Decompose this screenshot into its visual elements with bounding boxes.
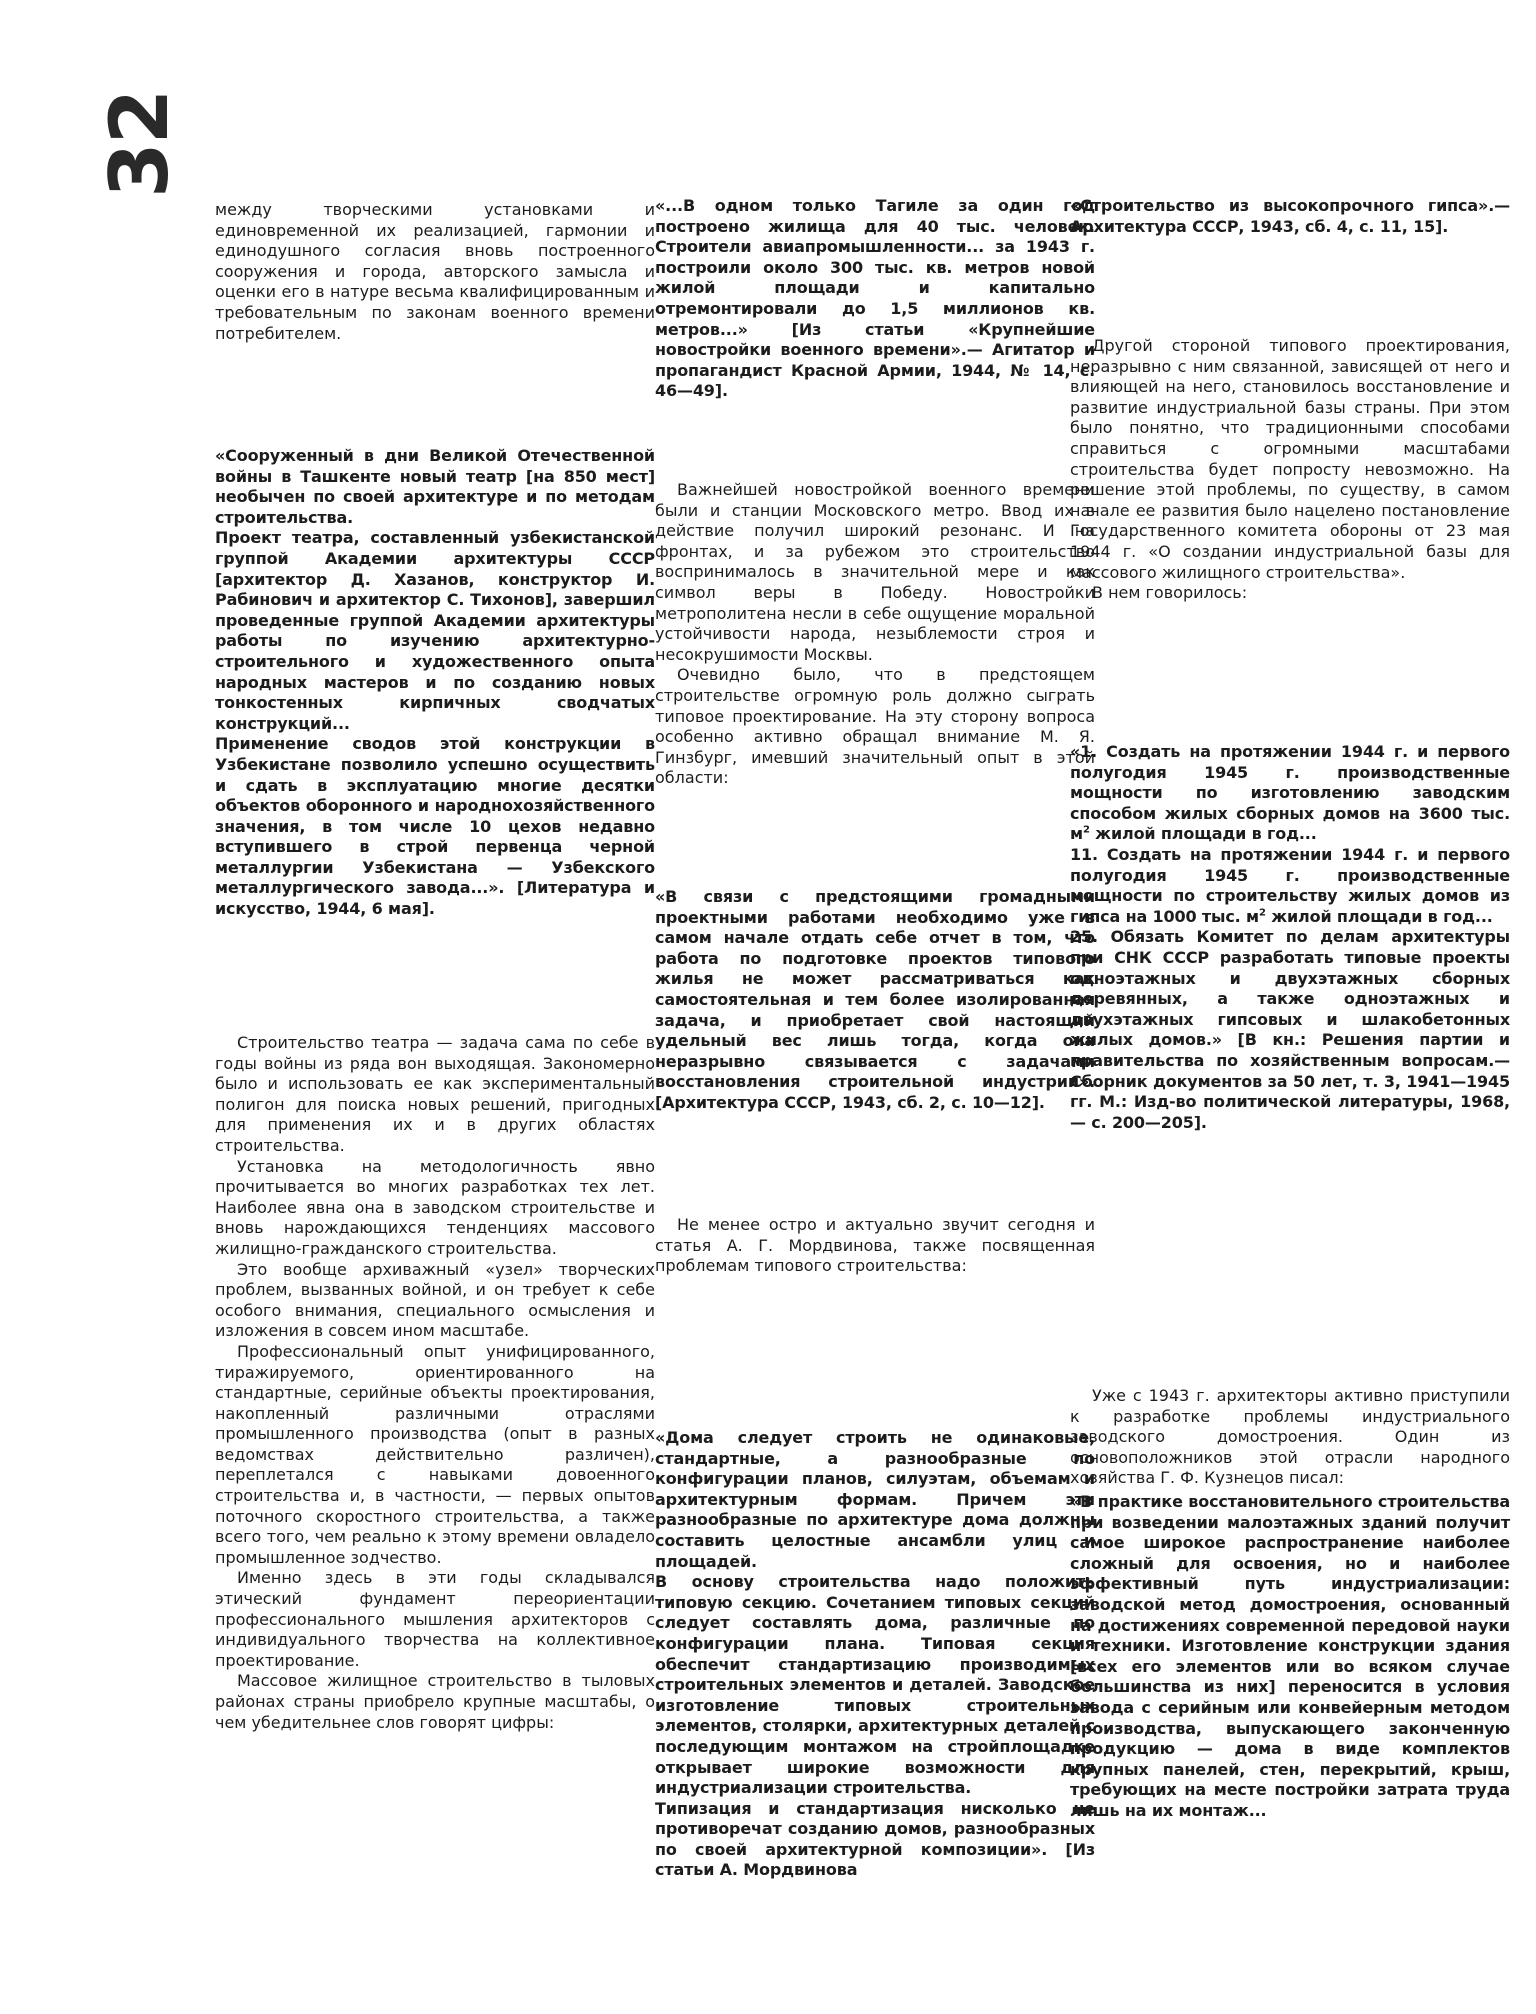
- superscript: 2: [1258, 907, 1266, 919]
- quote-block: [655, 1428, 1095, 1881]
- paragraph: Очевидно было, что в предстоящем строительстве огромную роль должно сыграть типовое проектирование. На эту сторону вопроса особенно активно обращал внимание М. Я. Гинзбург, имевший значительный опыт в этой области:: [655, 665, 1095, 788]
- quote-paragraph: «Сооруженный в дни Великой Отечественной войны в Ташкенте новый театр [на 850 мест] необычен по своей архитектуре и по методам строительства.: [215, 446, 655, 527]
- quote-paragraph: Применение сводов этой конструкции в Узбекистане позволило успешно осуществить и сдать в эксплуатацию многие десятки объектов оборонного и народнохозяйственного значения, в том числе 10 цехов недавно вступившего в строй первенца черной металлургии Узбекистана — Узбекского металлургического завода...». [Литература и искусство, 1944, 6 мая].: [215, 734, 655, 919]
- quote-block: [655, 887, 1095, 1114]
- paragraph: Это вообще архиважный «узел» творческих проблем, вызванных войной, и он требует к себе особого внимания, специального осмысления и изложения в совсем ином масштабе.: [215, 1259, 655, 1341]
- text-block: [1070, 336, 1510, 604]
- quote-paragraph: «Дома следует строить не одинаковые, стандартные, а разнообразные по конфигурации планов, силуэтам, объемам и архитектурным формам. Причем эти разнообразные по архитектуре дома должны составить целостные ансамбли улиц и площадей.: [655, 1428, 1095, 1571]
- quote-block: [215, 446, 655, 920]
- paragraph: Важнейшей новостройкой военного времени были и станции Московского метро. Ввод их в действие получил широкий резонанс. И на фронтах, и за рубежом это строительство воспринималось в значительной мере и как символ веры в Победу. Новостройки метрополитена несли в себе ощущение моральной устойчивости народа, незыблемости строя и несокрушимости Москвы.: [655, 480, 1095, 664]
- quote-paragraph: 11. Создать на протяжении 1944 г. и первого полугодия 1945 г. производственные мощности по строительству жилых домов из гипса на 1000 тыс. $м^2$ жилой площади в год...: [1070, 844, 1510, 926]
- paragraph: Именно здесь в эти годы складывался этический фундамент переориентации профессионального мышления архитекторов с индивидуального творчества на коллективное проектирование.: [215, 1568, 655, 1670]
- quote-block: [655, 196, 1095, 402]
- paragraph: В нем говорилось:: [1092, 583, 1248, 603]
- quote-paragraph: Проект театра, составленный узбекистанской группой Академии архитектуры СССР [архитектор Д. Хазанов, конструктор И. Рабинович и архитектор С. Тихонов], завершил проведенные группой Академии архитектуры работы по изучению архитектурно-строительного и художественного опыта народных мастеров и по созданию новых тонкостенных кирпичных сводчатых конструкций...: [215, 528, 655, 733]
- superscript: 2: [1082, 825, 1090, 837]
- text-block: [655, 1215, 1095, 1277]
- paragraph: Уже с 1943 г. архитекторы активно приступили к разработке проблемы индустриального заводского домостроения. Один из основоположников этой отрасли народного хозяйства Г. Ф. Кузнецов писал:: [1070, 1386, 1510, 1488]
- quote-block: [1070, 1492, 1510, 1822]
- paragraph: между творческими установками и единовременной их реализацией, гармонии и единодушного согласия вновь построенного сооружения и города, авторского замысла и оценки его в натуре весьма квалифицированным и требовательным по законам военного времени потребителем.: [215, 200, 655, 343]
- quote-continuation: [1070, 196, 1510, 237]
- text-block: [1070, 1386, 1510, 1489]
- quote-paragraph: В основу строительства надо положить типовую секцию. Сочетанием типовых секций следует составлять дома, различные по конфигурации плана. Типовая секция обеспечит стандартизацию производимых строительных элементов и деталей. Заводское изготовление типовых строительных элементов, столярки, архитектурных деталей с последующим монтажом на стройплощадке открывает широкие возможности для индустриализации строительства.: [655, 1572, 1095, 1798]
- quote-paragraph: Типизация и стандартизация нисколько не противоречат созданию домов, разнообразных по своей архитектурной композиции». [Из статьи А. Мордвинова: [655, 1798, 1095, 1880]
- quote-paragraph: «В связи с предстоящими громадными проектными работами необходимо уже в самом начале отдать себе отчет в том, что работа по подготовке проектов типового жилья не может рассматриваться как самостоятельная и тем более изолированная задача, и приобретает свой настоящий удельный вес лишь тогда, когда она неразрывно связывается с задачами восстановления строительной индустрии». [Архитектура СССР, 1943, сб. 2, с. 10—12].: [655, 887, 1095, 1112]
- page-number: 32: [93, 90, 186, 198]
- text-block: [215, 1033, 655, 1733]
- quote-paragraph: «...В одном только Тагиле за один год построено жилища для 40 тыс. человек. Строители авиапромышленности... за 1943 г. построили около 300 тыс. кв. метров новой жилой площади и капитально отремонтировали до 1,5 миллионов кв. метров...» [Из статьи «Крупнейшие новостройки военного времени».— Агитатор и пропагандист Красной Армии, 1944, № 14, с. 46—49].: [655, 196, 1095, 401]
- quote-paragraph: «Строительство из высокопрочного гипса».— Архитектура СССР, 1943, сб. 4, с. 11, 15].: [1070, 196, 1510, 236]
- paragraph: Не менее остро и актуально звучит сегодня и статья А. Г. Мордвинова, также посвященная проблемам типового строительства:: [655, 1215, 1095, 1276]
- quote-paragraph: «В практике восстановительного строительства при возведении малоэтажных зданий получит самое широкое распространение наиболее сложный для освоения, но и наиболее эффективный путь индустриализации: заводской метод домостроения, основанный на достижениях современной передовой науки и техники. Изготовление конструкции здания [всех его элементов или во всяком случае большинства из них] переносится в условия завода с серийным или конвейерным методом производства, выпускающего законченную продукцию — дома в виде комплектов крупных панелей, стен, перекрытий, крыш, требующих на месте постройки затрата труда лишь на их монтаж...: [1070, 1492, 1510, 1820]
- paragraph: Строительство театра — задача сама по себе в годы войны из ряда вон выходящая. Закономерно было и использовать ее как экспериментальный полигон для поиска новых решений, пригодных для применения их и в других областях строительства.: [215, 1033, 655, 1155]
- text-block: [215, 200, 655, 344]
- paragraph: Другой стороной типового проектирования, неразрывно с ним связанной, зависящей от него и влияющей на него, становилось восстановление и развитие индустриальной базы страны. При этом было понятно, что традиционными способами справиться с огромными масштабами строительства будет попросту невозможно. На решение этой проблемы, по существу, в самом начале ее развития было нацелено постановление Государственного комитета обороны от 23 мая 1944 г. «О создании индустриальной базы для массового жилищного строительства».: [1070, 336, 1510, 582]
- quote-block: [1070, 742, 1510, 1133]
- quote-paragraph: 25. Обязать Комитет по делам архитектуры при СНК СССР разработать типовые проекты одноэтажных и двухэтажных сборных деревянных, а также одноэтажных и двухэтажных гипсовых и шлакобетонных жилых домов.» [В кн.: Решения партии и правительства по хозяйственным вопросам.— Сборник документов за 50 лет, т. 3, 1941—1945 гг. М.: Изд-во политической литературы, 1968,— с. 200—205].: [1070, 927, 1510, 1132]
- paragraph: Установка на методологичность явно прочитывается во многих разработках тех лет. Наиболее явна она в заводском строительстве и вновь нарождающихся тенденциях массового жилищно-гражданского строительства.: [215, 1156, 655, 1258]
- paragraph: Массовое жилищное строительство в тыловых районах страны приобрело крупные масштабы, о чем убедительнее слов говорят цифры:: [215, 1671, 655, 1732]
- paragraph: Профессиональный опыт унифицированного, тиражируемого, ориентированного на стандартные, серийные объекты проектирования, накопленный различными отраслями промышленного производства (опыт в разных ведомствах действительно различен), переплетался с навыками довоенного строительства и, в частности, — первых опытов поточного скоростного строительства, а также всего того, чем реально к этому времени овладело промышленное зодчество.: [215, 1341, 655, 1567]
- text-block: [655, 480, 1095, 789]
- quote-paragraph: «1. Создать на протяжении 1944 г. и первого полугодия 1945 г. производственные мощности по изготовлению заводским способом жилых сборных домов на 3600 тыс. $м^2$ жилой площади в год...: [1070, 742, 1510, 844]
